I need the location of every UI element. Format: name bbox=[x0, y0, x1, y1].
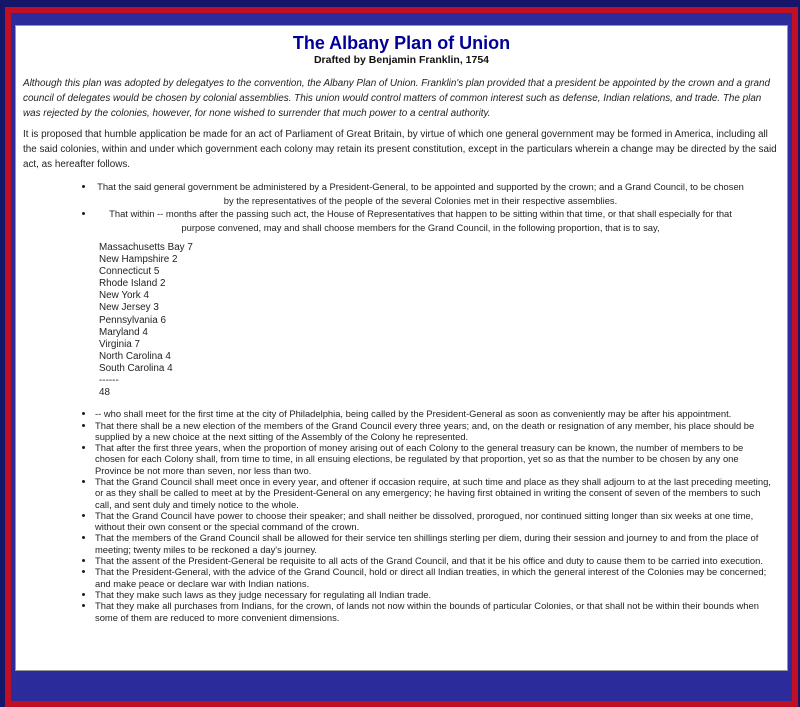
proposal-paragraph: It is proposed that humble application be made for an act of Parliament of Great Britain, by virtue of which one general government may be formed in America, including all the said colonies, within and under which government each colony may retain its present constitution, except in the particulars wherein a change may be directed by the said act, as hereafter follows. bbox=[23, 129, 777, 170]
colony-name: North Carolina bbox=[99, 350, 163, 362]
provision-item: • That the said general government be administered by a President-General, to be appointed and supported by the crown; and a Grand Council, to be chosen by the representatives of the people of the several Colonies met in their respective assemblies. bbox=[95, 180, 746, 207]
provision-item: • That there shall be a new election of the members of the Grand Council every three years; and, on the death or resignation of any member, his place should be supplied by a new choice at the next sitting of the Assembly of the Colony he represented. bbox=[95, 420, 772, 443]
colony-name: Pennsylvania bbox=[99, 314, 158, 326]
provision-item: • That after the first three years, when the proportion of money arising out of each Colony to the general treasury can be known, the number of members to be chosen for each Colony shall, from time to time, in all ensuing elections, be regulated by that proportion, yet so as that the number to be chosen by any one Province be not more than seven, nor less than two. bbox=[95, 442, 772, 476]
colony-row bbox=[99, 351, 782, 363]
provision-item: • -- who shall meet for the first time at the city of Philadelphia, being called by the President-General as soon as conveniently may be after his appointment. bbox=[95, 408, 772, 419]
provision-item: • That they make such laws as they judge necessary for regulating all Indian trade. bbox=[95, 589, 772, 600]
colony-row bbox=[99, 363, 782, 375]
colony-name: South Carolina bbox=[99, 362, 165, 374]
colony-name: New Hampshire bbox=[99, 254, 170, 266]
colony-row bbox=[99, 302, 782, 314]
provision-item: • That the Grand Council shall meet once in every year, and oftener if occasion require, at such time and place as they shall adjourn to at the last preceding meeting, or as they shall be called to meet at by the President-General on any emergency; he having first obtained in writing the consent of seven of the members to such call, and sent duly and timely notice to the whole. bbox=[95, 476, 772, 510]
colony-name: Virginia bbox=[99, 338, 132, 350]
colony-seats: 4 bbox=[142, 326, 148, 338]
provision-item: • That they make all purchases from Indians, for the crown, of lands not now within the bounds of particular Colonies, or that shall not be within their bounds when some of them are reduced to more convenient dimensions. bbox=[95, 600, 772, 623]
apportionment-total: 48 bbox=[99, 387, 110, 399]
apportionment-rows bbox=[99, 242, 782, 375]
provision-item: • That the members of the Grand Council shall be allowed for their service ten shillings sterling per diem, during their session and journey to and from the place of meeting; twenty miles to be reckoned a day's journey. bbox=[95, 532, 772, 555]
colony-name: Connecticut bbox=[99, 266, 152, 278]
colony-row bbox=[99, 254, 782, 266]
decorative-frame bbox=[5, 7, 798, 707]
colony-row bbox=[99, 278, 782, 290]
colony-seats: 5 bbox=[153, 266, 160, 278]
colony-seats: 4 bbox=[167, 362, 173, 374]
colony-seats: 2 bbox=[172, 254, 178, 266]
colony-seats: 4 bbox=[143, 290, 149, 302]
colony-seats: 2 bbox=[159, 278, 166, 290]
apportionment-divider: ------ bbox=[99, 375, 119, 387]
colony-row bbox=[99, 242, 782, 254]
page-subtitle: Drafted by Benjamin Franklin, 1754 bbox=[313, 54, 490, 66]
colony-name: New Jersey bbox=[99, 302, 151, 314]
colony-name: Rhode Island bbox=[99, 278, 158, 290]
provision-item: • That within -- months after the passing such act, the House of Representatives that happen to be sitting within that time, or that shall especially for that purpose convened, may and shall choose members for the Grand Council, in the following proportion, that is to say, bbox=[95, 207, 746, 234]
intro-paragraph: Although this plan was adopted by delegatyes to the convention, the Albany Plan of Union. Franklin's plan provided that a president be appointed by the crown and a grand council of delegates would be chosen by colonial assemblies. This union would control matters of common interest such as defense, Indian relations, and trade. The plan was rejected by the colonies, however, for none wished to surrender that much power to a central authority. bbox=[23, 78, 771, 119]
provision-item: • That the assent of the President-General be requisite to all acts of the Grand Council, and that it be his office and duty to cause them to be carried into execution. bbox=[95, 555, 772, 566]
colony-row bbox=[99, 266, 782, 278]
colony-name: New York bbox=[99, 290, 141, 302]
provision-item: • That the President-General, with the advice of the Grand Council, hold or direct all Indian treaties, in which the general interest of the Colonies may be concerned; and make peace or declare war with Indian nations. bbox=[95, 566, 772, 589]
colony-row bbox=[99, 327, 782, 339]
provision-item: • That the Grand Council have power to choose their speaker; and shall neither be dissolved, prorogued, nor continued sitting longer than six weeks at one time, without their own consent or the special command of the crown. bbox=[95, 510, 772, 533]
document-sheet bbox=[15, 25, 788, 671]
provisions-list-main bbox=[21, 408, 782, 623]
colony-seats: 7 bbox=[187, 242, 193, 253]
colony-seats: 3 bbox=[153, 302, 159, 314]
provisions-list-top bbox=[21, 180, 782, 234]
colony-name: Maryland bbox=[99, 326, 140, 338]
colony-seats: 7 bbox=[134, 338, 141, 350]
colony-row bbox=[99, 290, 782, 302]
colony-name: Massachusetts Bay bbox=[99, 242, 185, 253]
colony-row bbox=[99, 339, 782, 351]
colony-seats: 4 bbox=[165, 350, 171, 362]
page-title: The Albany Plan of Union bbox=[292, 33, 511, 53]
colony-seats: 6 bbox=[160, 314, 166, 326]
colony-row bbox=[99, 315, 782, 327]
apportionment-table bbox=[99, 242, 782, 399]
